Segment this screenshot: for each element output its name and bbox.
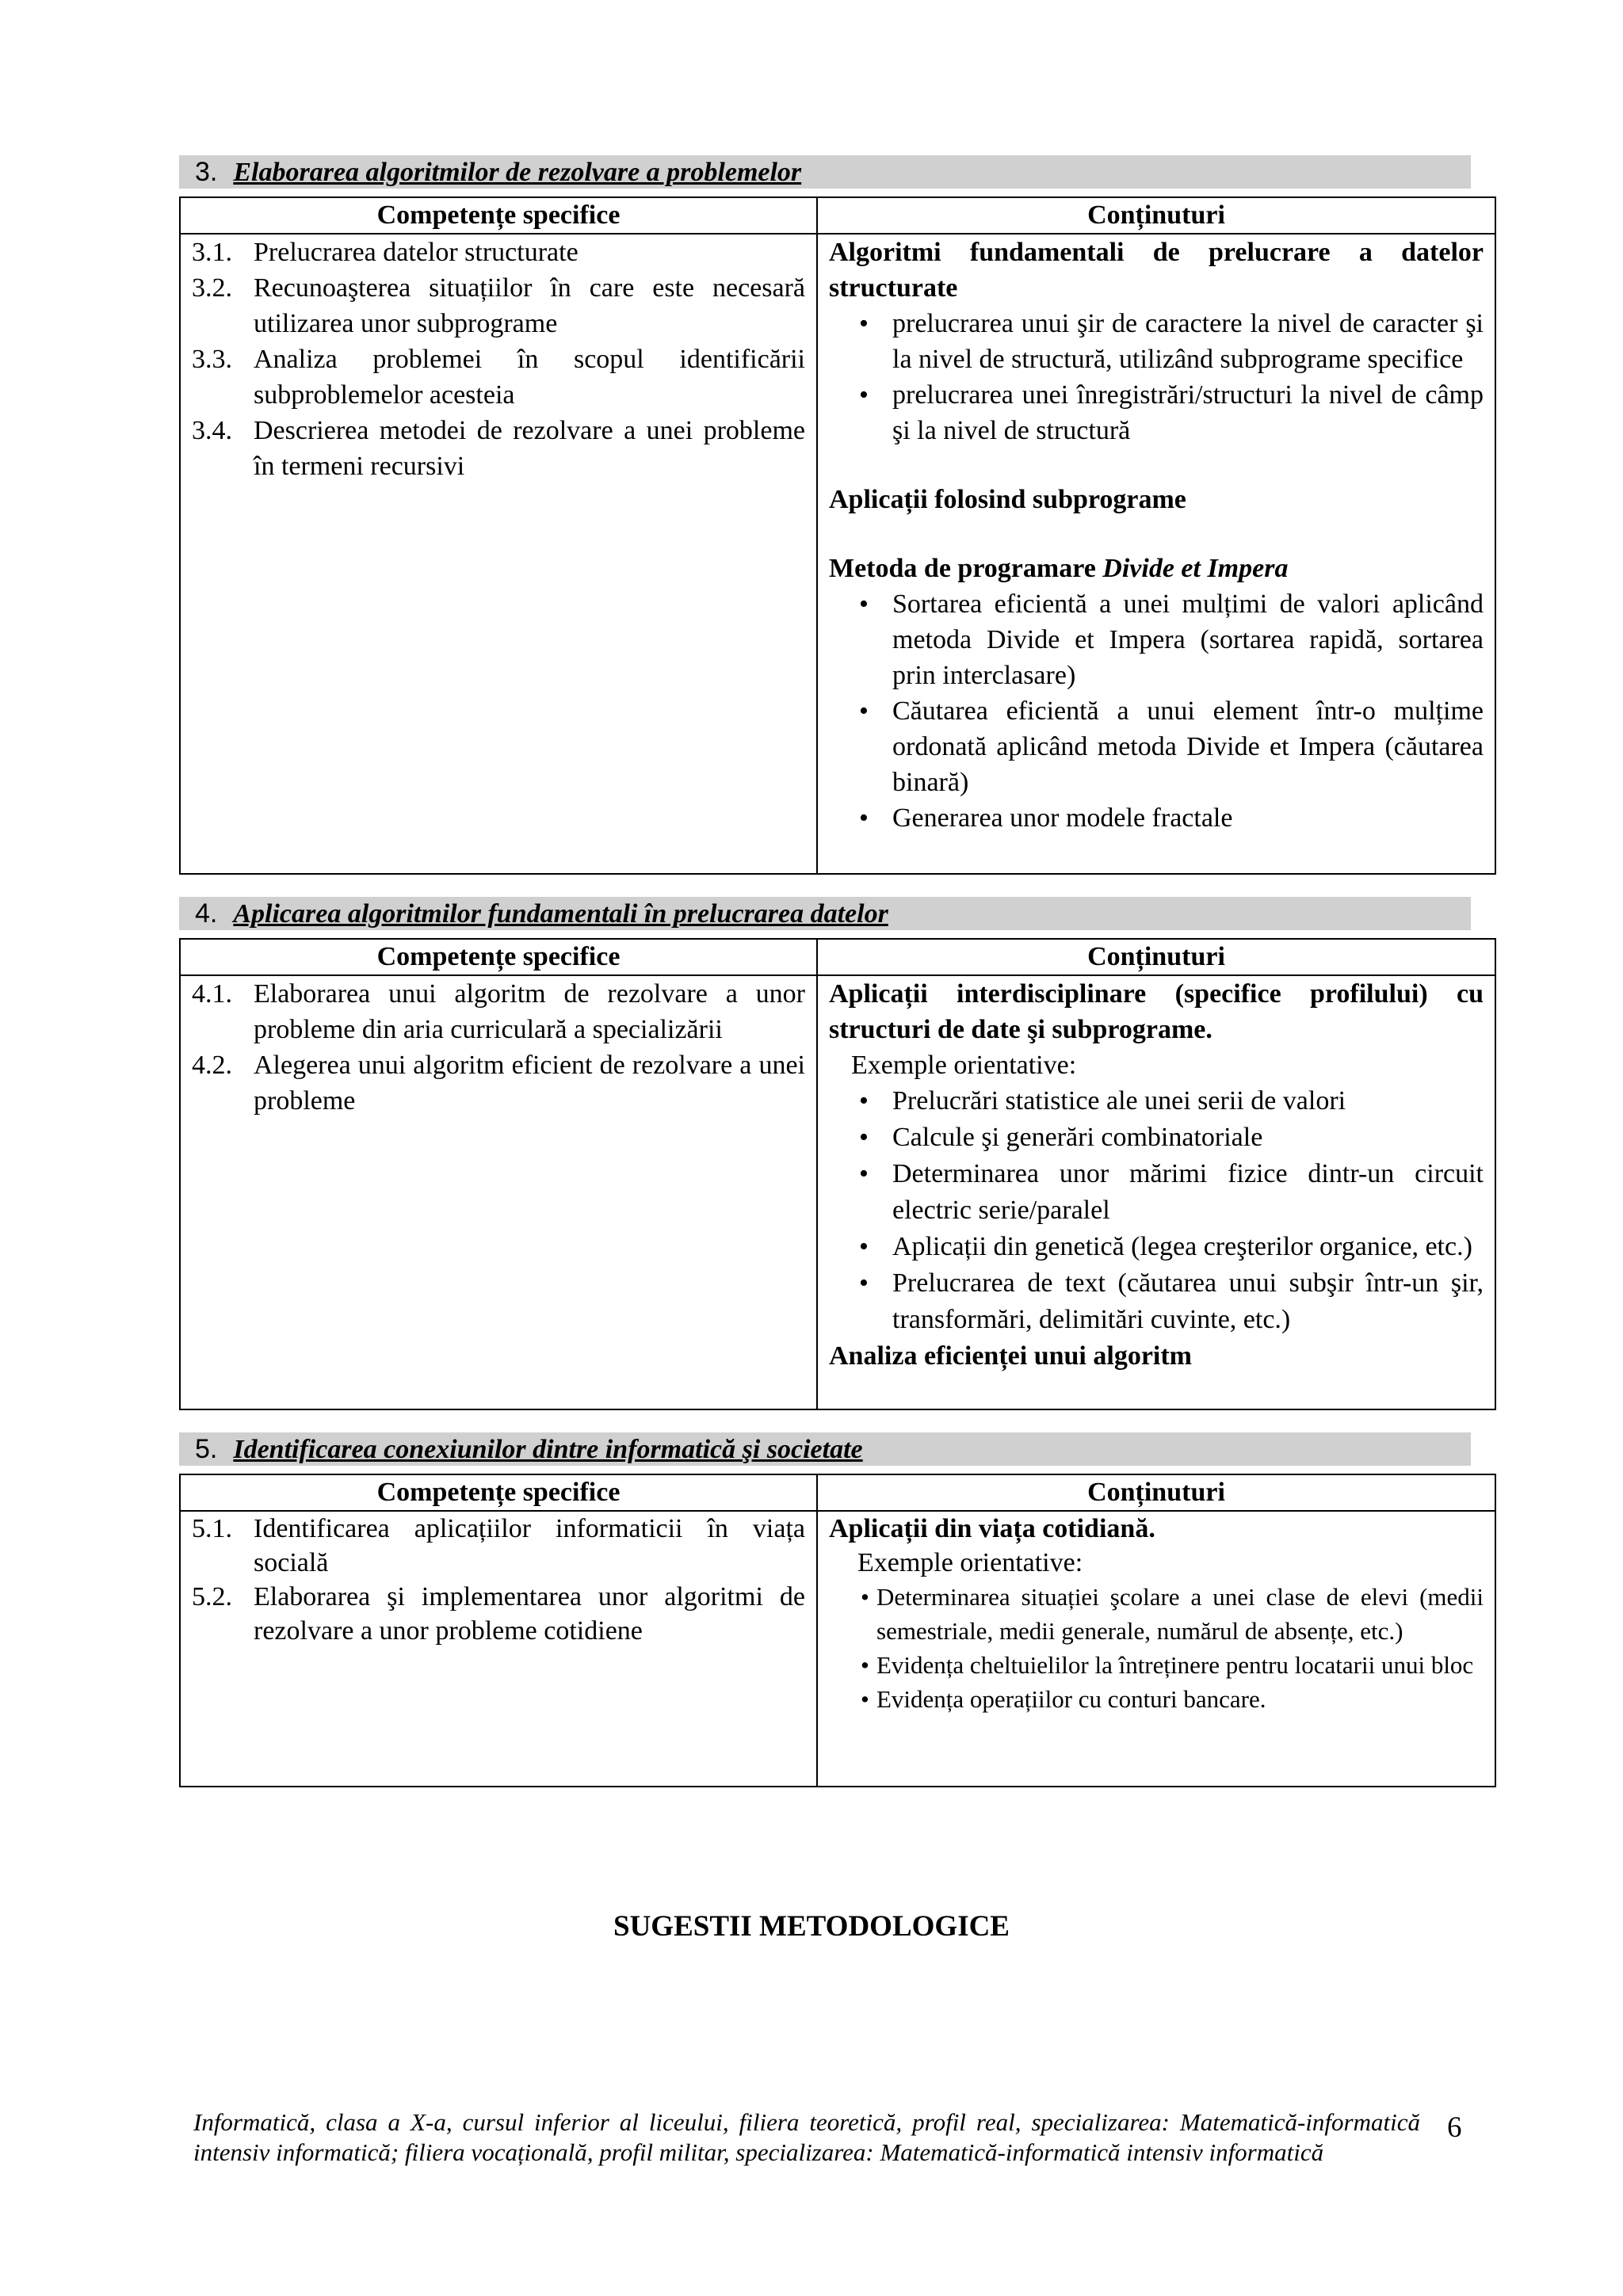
contents-cell bbox=[817, 234, 1495, 874]
content-list bbox=[829, 586, 1484, 836]
competence-item bbox=[192, 1512, 805, 1580]
section-4 bbox=[179, 897, 1495, 1410]
content-block-title: Aplicații folosind subprograme bbox=[829, 485, 1186, 514]
competence-text: Prelucrarea datelor structurate bbox=[254, 238, 579, 267]
content-block-title bbox=[829, 551, 1484, 586]
list-item: • prelucrarea unui şir de caractere la nivel de caracter şi la nivel de structură, utilizând subprograme specifice bbox=[829, 306, 1484, 377]
competence-number: 5.2. bbox=[192, 1582, 232, 1611]
page-number: 6 bbox=[1447, 2111, 1462, 2144]
competence-number: 3.1. bbox=[192, 238, 232, 267]
competence-item bbox=[192, 413, 805, 484]
examples-label: Exemple orientative: bbox=[857, 1548, 1083, 1577]
header-competences: Competențe specifice bbox=[180, 197, 817, 234]
methodological-suggestions-heading: SUGESTII METODOLOGICE bbox=[613, 1910, 1010, 1943]
content-block-title: Algoritmi fundamentali de prelucrare a datelor structurate bbox=[829, 238, 1484, 303]
list-item: • Aplicații din genetică (legea creşterilor organice, etc.) bbox=[829, 1229, 1484, 1265]
list-item: • Determinarea situației şcolare a unei clase de elevi (medii semestriale, medii generale, numărul de absențe, etc.) bbox=[829, 1580, 1484, 1648]
competences-cell bbox=[180, 975, 817, 1409]
list-item: • Prelucrarea de text (căutarea unui subşir într-un şir, transformări, delimitări cuvinte, etc.) bbox=[829, 1265, 1484, 1338]
page-footer: Informatică, clasa a X-a, cursul inferior al liceului, filiera teoretică, profil real, specializarea: Matematică-informatică intensiv informatică; filiera vocațională, profil militar, specializarea: Matematică-informatică intensiv informatică bbox=[193, 2108, 1420, 2166]
list-item: • Prelucrări statistice ale unei serii de valori bbox=[829, 1083, 1484, 1119]
competence-table bbox=[179, 938, 1496, 1410]
competences-cell bbox=[180, 234, 817, 874]
section-title-bar bbox=[179, 897, 1471, 930]
competence-text: Descrierea metodei de rezolvare a unei probleme în termeni recursivi bbox=[254, 416, 805, 481]
competence-number: 3.2. bbox=[192, 273, 232, 303]
examples-label: Exemple orientative: bbox=[851, 1051, 1077, 1080]
competence-number: 3.3. bbox=[192, 345, 232, 374]
header-competences: Competențe specifice bbox=[180, 939, 817, 975]
competence-item bbox=[192, 1047, 805, 1119]
competence-item bbox=[192, 976, 805, 1047]
content-block-title: Aplicații din viața cotidiană. bbox=[829, 1514, 1155, 1543]
header-competences: Competențe specifice bbox=[180, 1474, 817, 1511]
competence-item bbox=[192, 235, 805, 270]
method-title-italic: Divide et Impera bbox=[1102, 554, 1289, 583]
header-contents: Conținuturi bbox=[817, 197, 1495, 234]
list-item: • Evidența operațiilor cu conturi bancare. bbox=[829, 1682, 1484, 1716]
list-item: • Evidența cheltuielilor la întreținere pentru locatarii unui bloc bbox=[829, 1648, 1484, 1682]
header-contents: Conținuturi bbox=[817, 939, 1495, 975]
content-list bbox=[829, 306, 1484, 448]
competence-number: 5.1. bbox=[192, 1514, 232, 1543]
competence-number: 4.1. bbox=[192, 979, 232, 1009]
competence-text: Elaborarea unui algoritm de rezolvare a unor probleme din aria curriculară a specializării bbox=[254, 979, 805, 1044]
section-title: Identificarea conexiunilor dintre informatică şi societate bbox=[233, 1435, 863, 1464]
list-item: • Determinarea unor mărimi fizice dintr-un circuit electric serie/paralel bbox=[829, 1156, 1484, 1229]
list-item: • Sortarea eficientă a unei mulțimi de valori aplicând metoda Divide et Impera (sortarea rapidă, sortarea prin interclasare) bbox=[829, 586, 1484, 693]
competence-text: Identificarea aplicațiilor informaticii în viața socială bbox=[254, 1514, 805, 1577]
section-number: 5. bbox=[195, 1434, 218, 1464]
competence-table bbox=[179, 1474, 1496, 1787]
contents-cell bbox=[817, 975, 1495, 1409]
list-item: • prelucrarea unei înregistrări/structuri la nivel de câmp şi la nivel de structură bbox=[829, 377, 1484, 448]
content-block-title: Analiza eficienței unui algoritm bbox=[829, 1341, 1193, 1371]
competence-text: Alegerea unui algoritm eficient de rezolvare a unei probleme bbox=[254, 1051, 805, 1116]
content-list bbox=[829, 1083, 1484, 1338]
contents-cell bbox=[817, 1511, 1495, 1787]
competences-cell bbox=[180, 1511, 817, 1787]
section-title: Elaborarea algoritmilor de rezolvare a problemelor bbox=[233, 158, 802, 187]
content-block-title: Aplicații interdisciplinare (specifice profilului) cu structuri de date şi subprograme. bbox=[829, 979, 1484, 1044]
competence-number: 3.4. bbox=[192, 416, 232, 445]
list-item: • Căutarea eficientă a unui element într-o mulțime ordonată aplicând metoda Divide et Impera (căutarea binară) bbox=[829, 693, 1484, 800]
competence-text: Recunoaşterea situațiilor în care este necesară utilizarea unor subprograme bbox=[254, 273, 805, 338]
list-item: • Generarea unor modele fractale bbox=[829, 800, 1484, 836]
section-title-bar bbox=[179, 1432, 1471, 1466]
section-number: 3. bbox=[195, 157, 218, 187]
method-title: Metoda de programare bbox=[829, 554, 1103, 583]
competence-text: Analiza problemei în scopul identificării subproblemelor acesteia bbox=[254, 345, 805, 410]
competence-item bbox=[192, 341, 805, 413]
competence-number: 4.2. bbox=[192, 1051, 232, 1080]
section-5 bbox=[179, 1432, 1495, 1787]
competence-table bbox=[179, 196, 1496, 875]
section-3 bbox=[179, 155, 1495, 875]
content-list bbox=[829, 1580, 1484, 1716]
section-title: Aplicarea algoritmilor fundamentali în prelucrarea datelor bbox=[233, 899, 888, 929]
competence-text: Elaborarea şi implementarea unor algoritmi de rezolvare a unor probleme cotidiene bbox=[254, 1582, 805, 1646]
competence-item bbox=[192, 270, 805, 341]
section-title-bar bbox=[179, 155, 1471, 189]
header-contents: Conținuturi bbox=[817, 1474, 1495, 1511]
competence-item bbox=[192, 1580, 805, 1648]
section-number: 4. bbox=[195, 898, 218, 929]
list-item: • Calcule şi generări combinatoriale bbox=[829, 1119, 1484, 1156]
